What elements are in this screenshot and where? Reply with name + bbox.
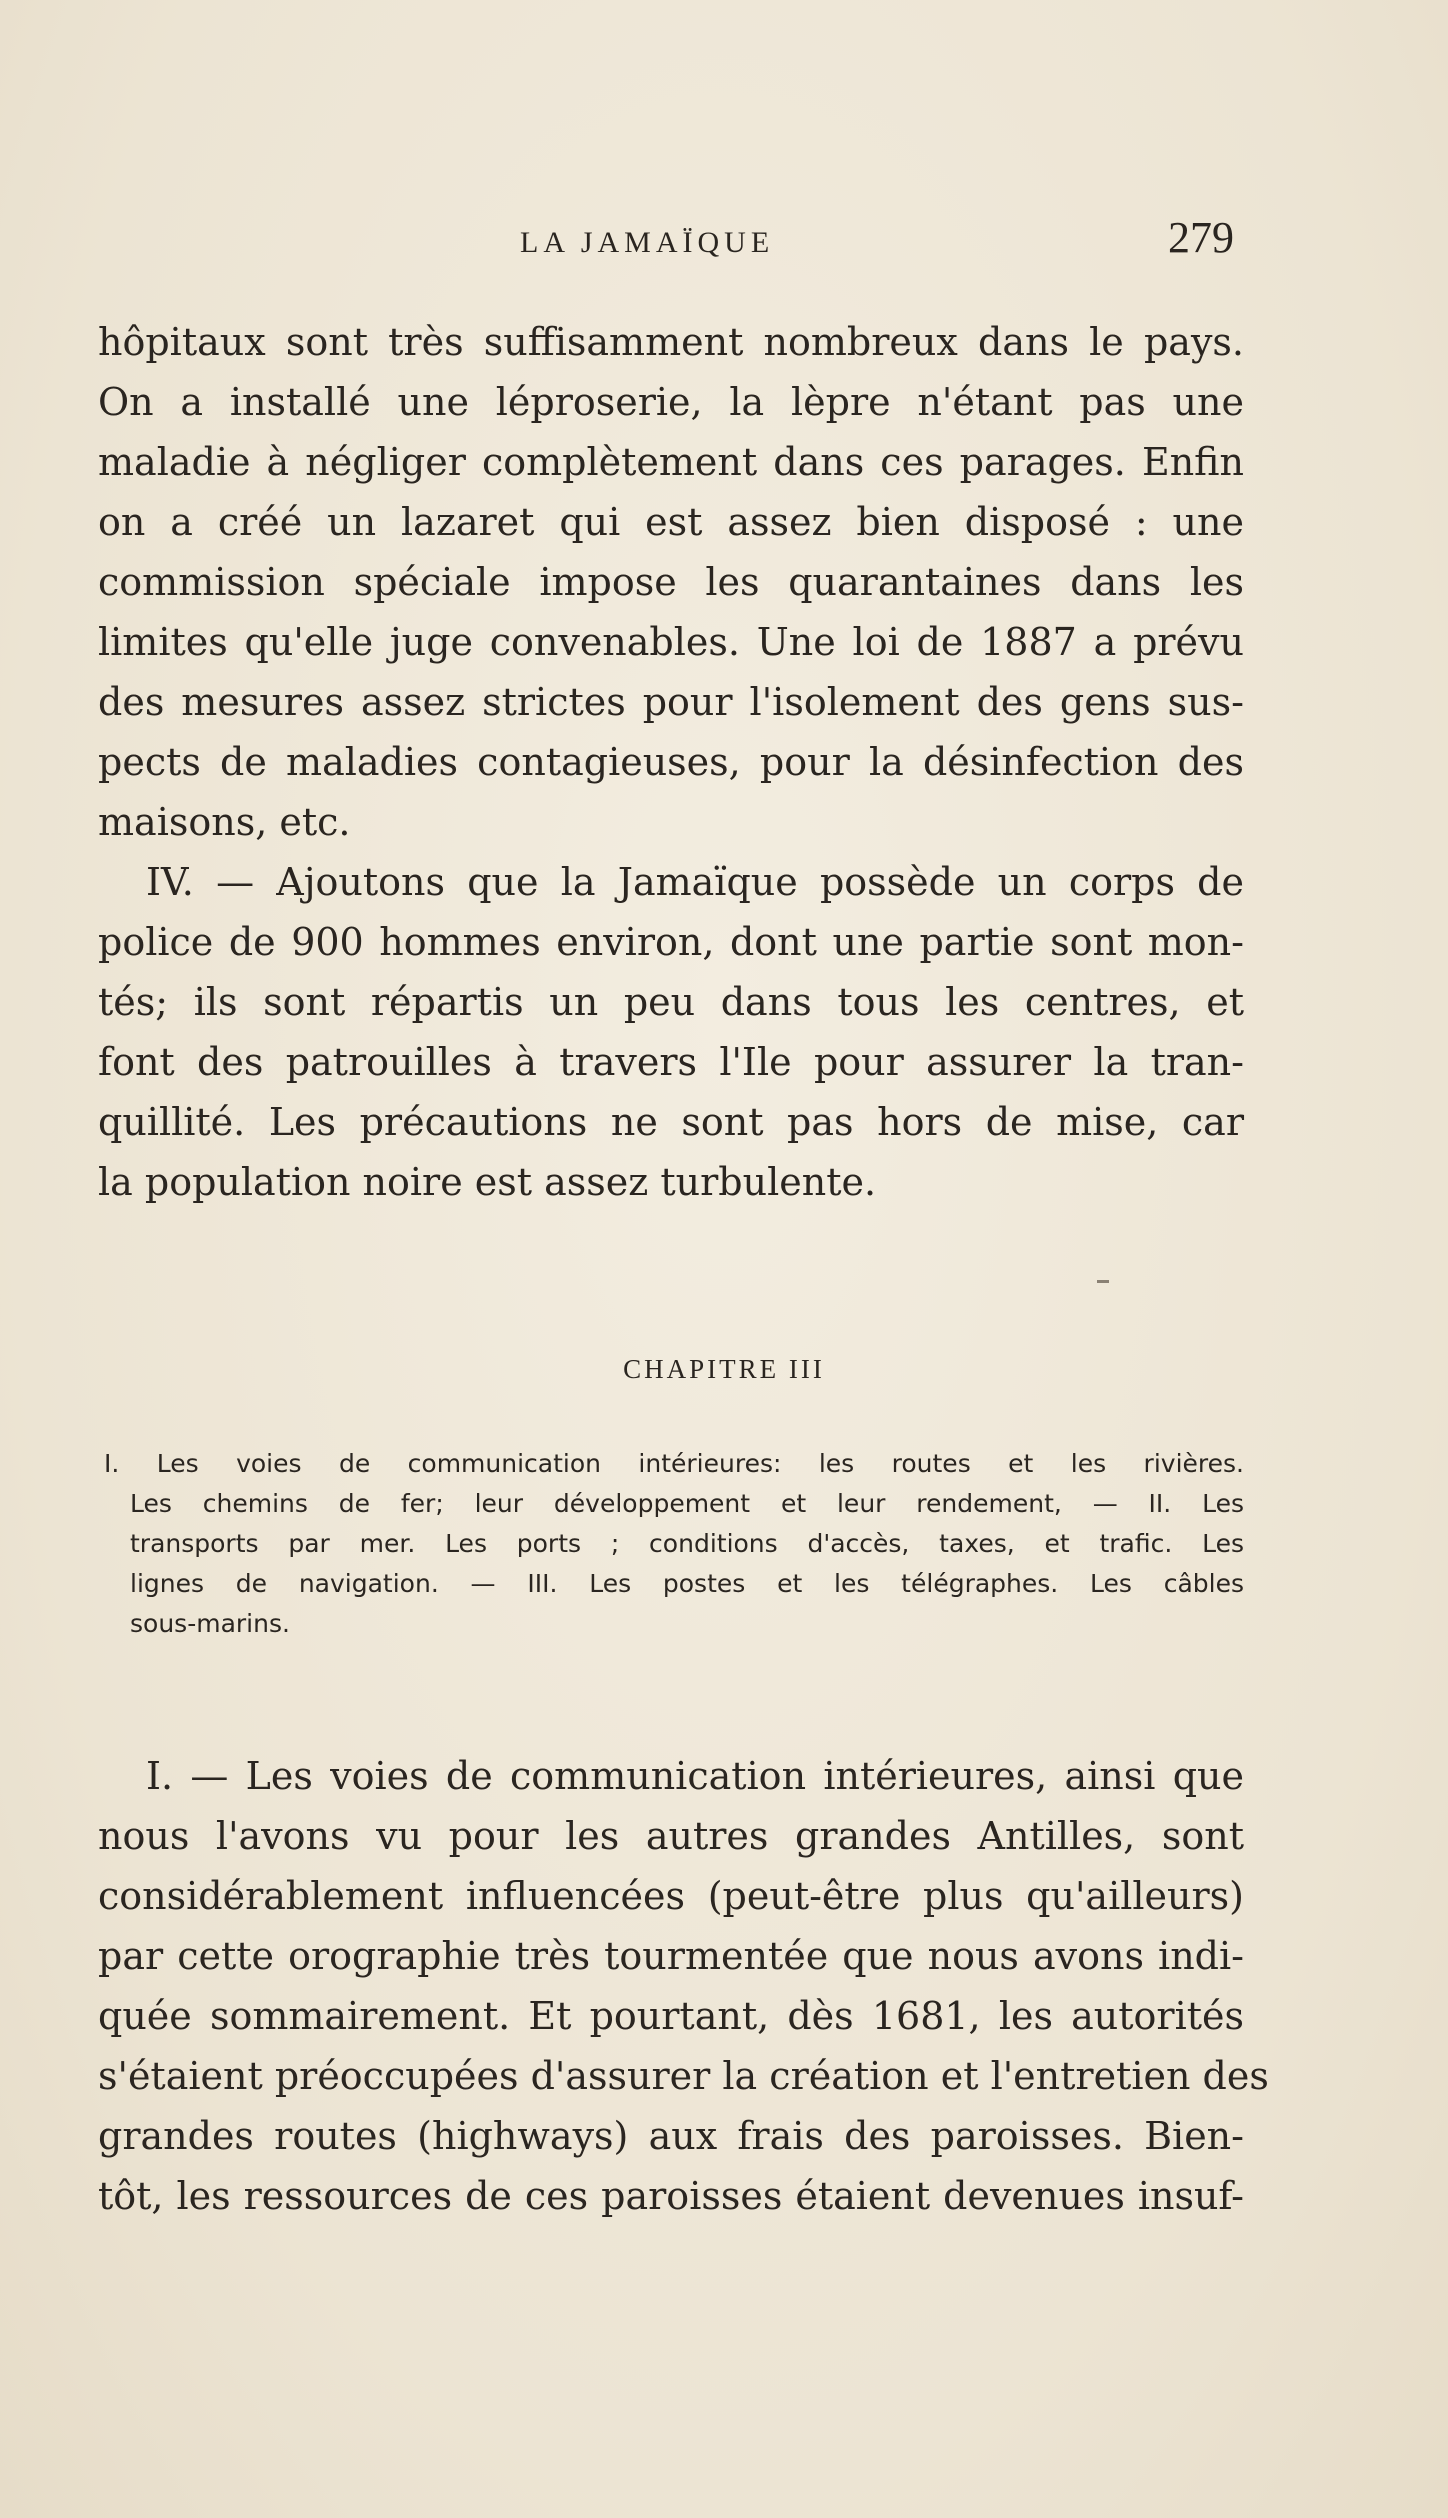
text-line: I. — Les voies de communication intérieures, ainsi que: [146, 1754, 1244, 1798]
summary-line: I. Les voies de communication intérieures: les routes et les rivières.: [104, 1449, 1244, 1478]
text-line: hôpitaux sont très suffisamment nombreux dans le pays.: [98, 320, 1244, 364]
text-line: on a créé un lazaret qui est assez bien disposé : une: [98, 500, 1244, 544]
print-mark: [1097, 1280, 1109, 1283]
text-line: IV. — Ajoutons que la Jamaïque possède un corps de: [146, 860, 1244, 904]
paragraph-hospitals: [98, 312, 1244, 852]
text-line: font des patrouilles à travers l'Ile pour assurer la tran-: [98, 1040, 1244, 1084]
text-line: maladie à négliger complètement dans ces parages. Enfin: [98, 440, 1244, 484]
text-line: limites qu'elle juge convenables. Une loi de 1887 a prévu: [98, 620, 1244, 664]
text-line: tôt, les ressources de ces paroisses étaient devenues insuf-: [98, 2174, 1244, 2218]
text-line: tés; ils sont répartis un peu dans tous les centres, et: [98, 980, 1244, 1024]
text-line: considérablement influencées (peut-être plus qu'ailleurs): [98, 1874, 1244, 1918]
text-line: par cette orographie très tourmentée que nous avons indi-: [98, 1934, 1244, 1978]
text-line: s'étaient préoccupées d'assurer la création et l'entretien des: [98, 2054, 1269, 2098]
text-line: des mesures assez strictes pour l'isolement des gens sus-: [98, 680, 1244, 724]
text-line: maisons, etc.: [98, 800, 351, 844]
paragraph-police: [98, 852, 1244, 1212]
summary-line: Les chemins de fer; leur développement et leur rendement, — II. Les: [130, 1489, 1244, 1518]
text-line: quée sommairement. Et pourtant, dès 1681, les autorités: [98, 1994, 1244, 2038]
page-number: 279: [1168, 213, 1234, 262]
running-title: LA JAMAÏQUE: [520, 226, 775, 259]
chapter-summary: [104, 1444, 1244, 1644]
text-line: nous l'avons vu pour les autres grandes Antilles, sont: [98, 1814, 1244, 1858]
text-line: commission spéciale impose les quarantaines dans les: [98, 560, 1244, 604]
summary-line: sous-marins.: [130, 1609, 290, 1638]
text-line: quillité. Les précautions ne sont pas hors de mise, car: [98, 1100, 1244, 1144]
paragraph-communications: [98, 1746, 1269, 2226]
running-head: [0, 212, 1448, 272]
summary-line: lignes de navigation. — III. Les postes et les télégraphes. Les câbles: [130, 1569, 1244, 1598]
chapter-heading: CHAPITRE III: [623, 1354, 825, 1384]
summary-line: transports par mer. Les ports ; conditions d'accès, taxes, et trafic. Les: [130, 1529, 1244, 1558]
text-line: grandes routes (highways) aux frais des paroisses. Bien-: [98, 2114, 1244, 2158]
text-line: la population noire est assez turbulente.: [98, 1160, 877, 1204]
text-line: police de 900 hommes environ, dont une partie sont mon-: [98, 920, 1244, 964]
text-line: pects de maladies contagieuses, pour la désinfection des: [98, 740, 1244, 784]
text-line: On a installé une léproserie, la lèpre n'étant pas une: [98, 380, 1244, 424]
